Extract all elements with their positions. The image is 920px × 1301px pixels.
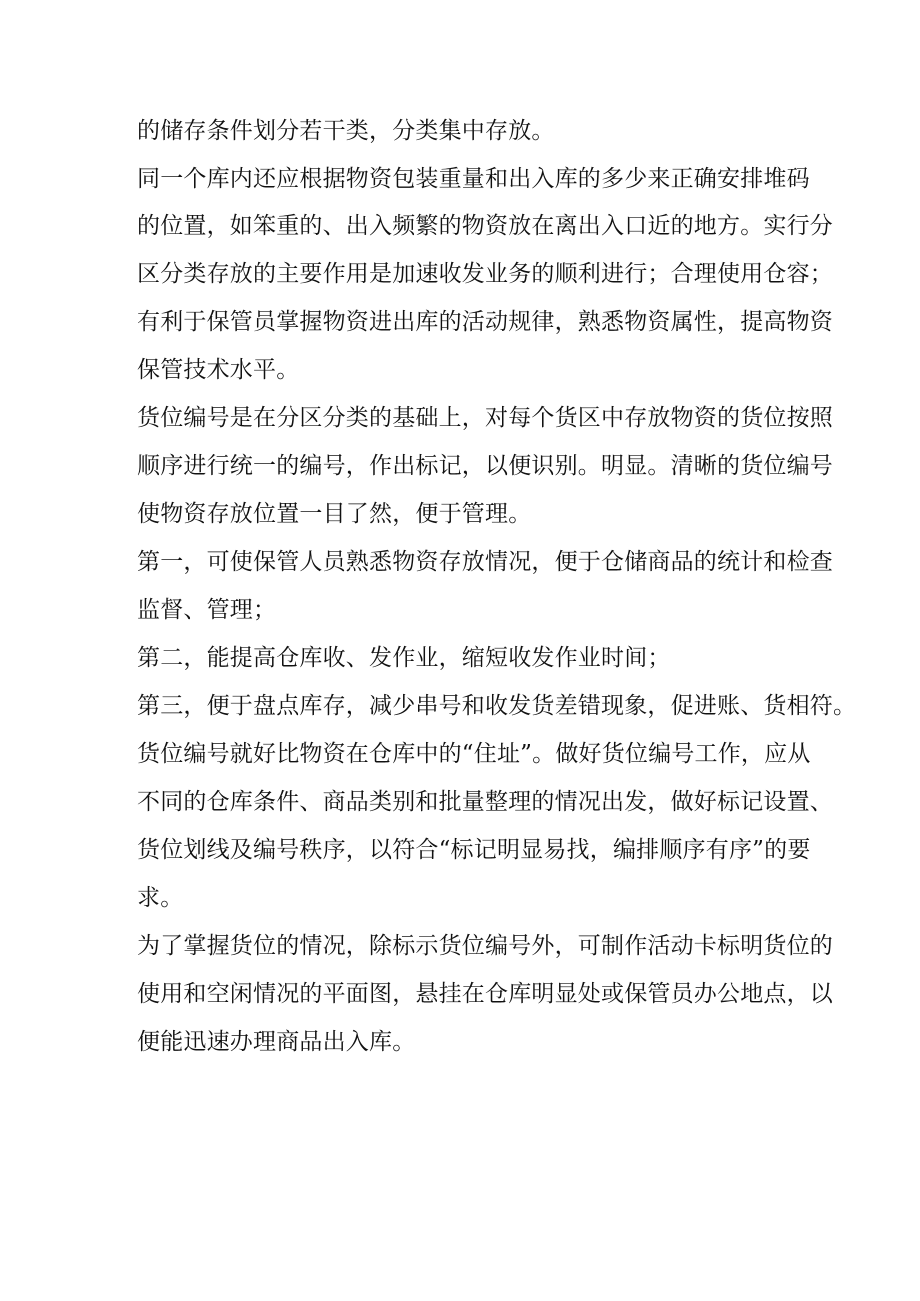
text-line: 顺序进行统一的编号，作出标记，以便识别。明显。清晰的货位编号 [137, 453, 833, 479]
text-line: 第一，可使保管人员熟悉物资存放情况，便于仓储商品的统计和检查 [137, 549, 833, 575]
text-line: 区分类存放的主要作用是加速收发业务的顺利进行；合理使用仓容； [137, 261, 833, 287]
text-line: 有利于保管员掌握物资进出库的活动规律，熟悉物资属性，提高物资 [137, 309, 833, 335]
text-line: 为了掌握货位的情况，除标示货位编号外，可制作活动卡标明货位的 [137, 933, 833, 959]
text-line: 监督、管理； [137, 597, 277, 623]
text-line: 使物资存放位置一目了然，便于管理。 [137, 501, 532, 527]
text-line: 保管技术水平。 [137, 357, 300, 383]
text-line: 货位编号就好比物资在仓库中的“住址”。做好货位编号工作，应从 [137, 741, 811, 767]
text-line: 的储存条件划分若干类，分类集中存放。 [137, 118, 555, 144]
text-line: 使用和空闲情况的平面图，悬挂在仓库明显处或保管员办公地点，以 [137, 981, 833, 1007]
text-line: 同一个库内还应根据物资包装重量和出入库的多少来正确安排堆码 [137, 166, 810, 192]
text-line: 求。 [137, 885, 184, 911]
text-line: 第二，能提高仓库收、发作业，缩短收发作业时间； [137, 645, 671, 671]
text-line: 货位编号是在分区分类的基础上，对每个货区中存放物资的货位按照 [137, 405, 833, 431]
text-line: 第三，便于盘点库存，减少串号和收发货差错现象，促进账、货相符。 [137, 693, 857, 719]
text-line: 的位置，如笨重的、出入频繁的物资放在离出入口近的地方。实行分 [137, 213, 833, 239]
text-line: 便能迅速办理商品出入库。 [137, 1029, 416, 1055]
text-line: 不同的仓库条件、商品类别和批量整理的情况出发，做好标记设置、 [137, 789, 833, 815]
text-line: 货位划线及编号秩序，以符合“标记明显易找，编排顺序有序”的要 [137, 837, 811, 863]
